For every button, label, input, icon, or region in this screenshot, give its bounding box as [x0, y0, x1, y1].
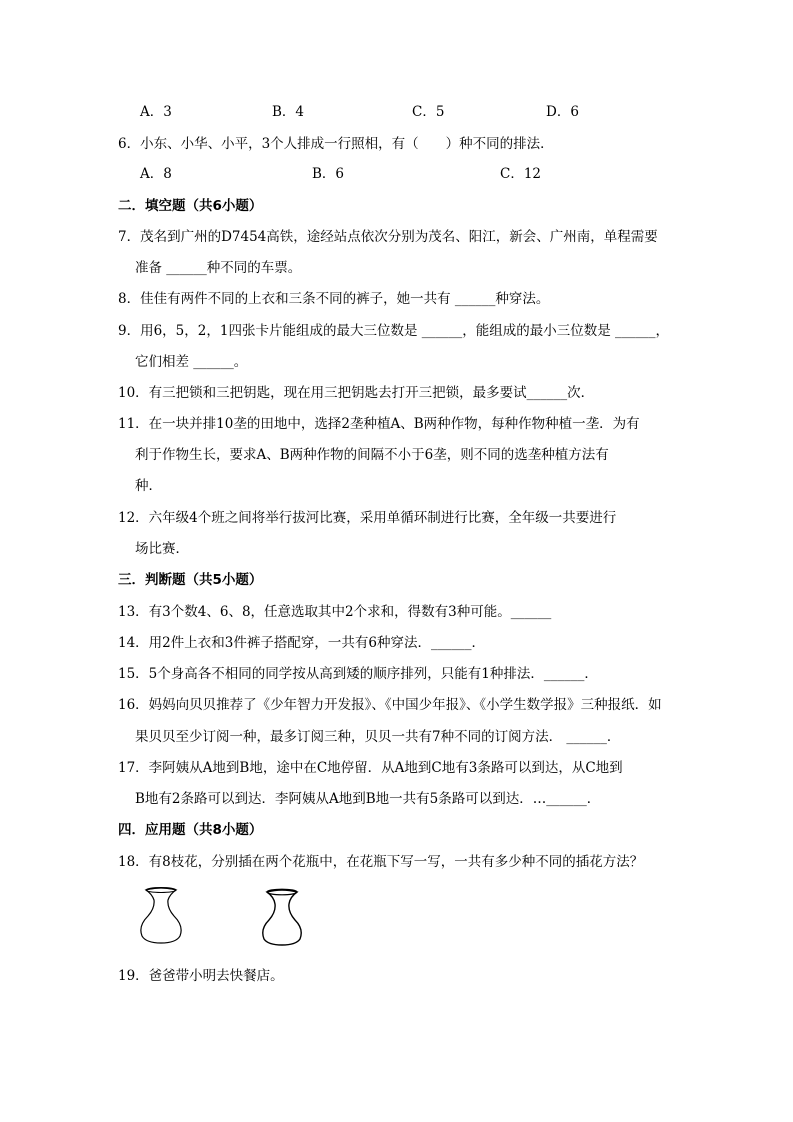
- q5-option-d: D．6: [546, 104, 579, 120]
- question-11-line-2: 利于作物生长，要求A、B两种作物的间隔不小于6垄，则不同的选垄种植方法有: [135, 447, 609, 463]
- question-12-line-1: 12．六年级4个班之间将举行拔河比赛，采用单循环制进行比赛，全年级一共要进行: [118, 510, 617, 526]
- question-10: 10．有三把锁和三把钥匙，现在用三把钥匙去打开三把锁，最多要试______次．: [118, 385, 595, 401]
- question-7-line-1: 7．茂名到广州的D7454高铁，途经站点依次分别为茂名、阳江，新会、广州南，单程需要: [118, 229, 658, 245]
- q6-option-c: C．12: [500, 166, 542, 182]
- question-9-line-1: 9．用6，5，2，1四张卡片能组成的最大三位数是 ______，能组成的最小三位数是 ______，: [118, 323, 670, 339]
- question-17-line-1: 17．李阿姨从A地到B地，途中在C地停留．从A地到C地有3条路可以到达，从C地到: [118, 760, 623, 776]
- question-15: 15．5个身高各不相同的同学按从高到矮的顺序排列，只能有1种排法．______．: [118, 666, 598, 682]
- question-12-line-2: 场比赛．: [135, 541, 189, 557]
- question-11-line-1: 11．在一块并排10垄的田地中，选择2垄种植A、B两种作物，每种作物种植一垄．为有: [118, 416, 640, 432]
- question-19: 19．爸爸带小明去快餐店。: [118, 968, 284, 984]
- question-17-line-2: B地有2条路可以到达．李阿姨从A地到B地一共有5条路可以到达．…______．: [135, 791, 601, 807]
- q5-option-c: C．5: [412, 104, 445, 120]
- question-14: 14．用2件上衣和3件裤子搭配穿，一共有6种穿法．______．: [118, 635, 485, 651]
- q5-option-b: B．4: [272, 104, 305, 120]
- question-16-line-2: 果贝贝至少订阅一种，最多订阅三种，贝贝一共有7种不同的订阅方法． ______．: [135, 729, 621, 745]
- section-heading-judgment: 三．判断题（共5小题）: [118, 572, 263, 588]
- section-heading-application: 四．应用题（共8小题）: [118, 822, 263, 838]
- question-16-line-1: 16．妈妈向贝贝推荐了《少年智力开发报》、《中国少年报》、《小学生数学报》三种报纸．如: [118, 697, 662, 713]
- q5-option-a: A．3: [140, 104, 172, 120]
- question-6: 6．小东、小华、小平，3个人排成一行照相，有（ ）种不同的排法．: [118, 136, 554, 152]
- vase-right-illustration: [258, 888, 306, 948]
- question-8: 8．佳佳有两件不同的上衣和三条不同的裤子，她一共有 ______种穿法。: [118, 291, 550, 307]
- question-9-line-2: 它们相差 ______。: [135, 354, 248, 370]
- question-11-line-3: 种．: [135, 478, 162, 494]
- vase-left-illustration: [136, 886, 186, 946]
- section-heading-fill-in: 二．填空题（共6小题）: [118, 198, 263, 214]
- question-13: 13．有3个数4、6、8，任意选取其中2个求和，得数有3种可能。______: [118, 604, 552, 620]
- question-7-line-2: 准备 ______种不同的车票。: [135, 260, 302, 276]
- q6-option-b: B．6: [312, 166, 345, 182]
- q6-option-a: A．8: [140, 166, 172, 182]
- question-18: 18．有8枝花，分别插在两个花瓶中，在花瓶下写一写，一共有多少种不同的插花方法？: [118, 854, 644, 870]
